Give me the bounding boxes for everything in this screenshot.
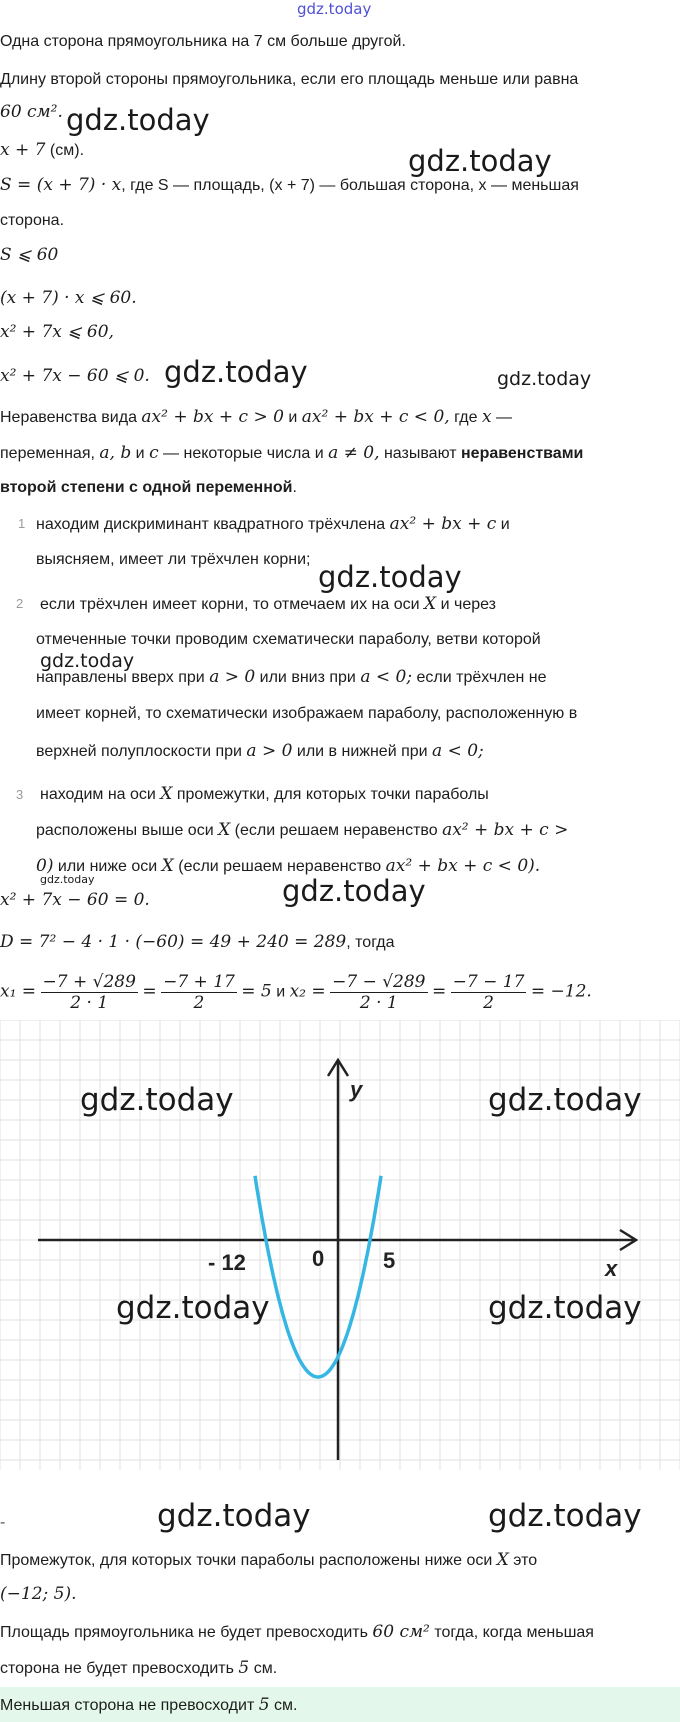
watermark: gdz.today: [488, 1082, 642, 1118]
tick-label-0: 0: [312, 1246, 325, 1271]
step-1-line-2: выясняем, имеет ли трёхчлен корни;: [36, 551, 311, 568]
answer-box: [0, 1687, 680, 1722]
watermark: gdz.today: [488, 1498, 642, 1534]
x1-fraction: $\frac{-7 + √289}{2 \cdot 1}$: [42, 972, 136, 1013]
problem-line-2: Длину второй стороны прямоугольника, если его площадь меньше или равна: [0, 71, 579, 88]
watermark: gdz.today: [66, 103, 210, 137]
side-expression: x + 7 (см).: [0, 140, 85, 160]
step-2-line-5: верхней полуплоскости при a > 0 или в нижней при a < 0;: [36, 741, 484, 761]
site-watermark-top: gdz.today: [297, 0, 372, 18]
x2-fraction: $\frac{-7 - √289}{2 \cdot 1}$: [332, 972, 426, 1013]
area-formula-line-2: сторона.: [0, 212, 65, 229]
conclusion-line-2: сторона не будет превосходить 5 см.: [0, 1658, 278, 1678]
roots-line: x₁ = $\frac{-7 + √289}{2 \cdot 1}$ = $\frac{-7 + 17}{2}$ = 5 и x₂ = $\frac{-7 - √289}{2 \cdot 1}$ = $\frac{-7 - 17}{2}$ = −12.: [0, 972, 592, 1013]
x2-fraction-2: $\frac{-7 - 17}{2}$: [452, 972, 525, 1013]
watermark: gdz.today: [282, 874, 426, 908]
watermark: gdz.today: [80, 1082, 234, 1118]
theory-intro: Неравенства вида ax² + bx + c > 0 и ax² + bx + c < 0, где x —: [0, 407, 512, 427]
step-3-line-1: находим на оси X промежутки, для которых точки параболы: [40, 784, 489, 804]
step-3-line-3: 0) или ниже оси X (если решаем неравенство ax² + bx + c < 0).: [36, 856, 541, 876]
x1-fraction-2: $\frac{-7 + 17}{2}$: [163, 972, 235, 1013]
watermark: gdz.today: [40, 873, 95, 886]
step-2-line-4: имеет корней, то схематически изображаем параболу, расположенную в: [36, 705, 578, 722]
step-3-line-2: расположены выше оси X (если решаем неравенство ax² + bx + c >: [36, 820, 569, 840]
quadratic-equation: x² + 7x − 60 = 0.: [0, 890, 150, 910]
x-axis-label: x: [605, 1256, 618, 1281]
step-2-line-2: отмеченные точки проводим схематически параболу, ветви которой: [36, 631, 541, 648]
step-2-line-1: если трёхчлен имеет корни, то отмечаем их на оси X и через: [40, 594, 496, 614]
interval-line: Промежуток, для которых точки параболы расположены ниже оси X это: [0, 1550, 538, 1570]
watermark: gdz.today: [408, 144, 552, 178]
tick-label-minus-12: - 12: [208, 1250, 246, 1275]
step-number-3: 3: [16, 787, 24, 802]
step-2-line-3: направлены вверх при a > 0 или вниз при a < 0; если трёхчлен не: [36, 667, 547, 687]
problem-line-1: Одна сторона прямоугольника на 7 см больше другой.: [0, 33, 406, 50]
interval-value: (−12; 5).: [0, 1584, 77, 1604]
watermark: gdz.today: [164, 355, 308, 389]
watermark: gdz.today: [116, 1290, 270, 1326]
parabola-curve: [255, 1176, 381, 1377]
conclusion-line-1: Площадь прямоугольника не будет превосходить 60 см² тогда, когда меньшая: [0, 1622, 594, 1642]
watermark: gdz.today: [497, 368, 592, 390]
theory-line-3: второй степени с одной переменной.: [0, 479, 297, 496]
discriminant-line: D = 7² − 4 · 1 · (−60) = 49 + 240 = 289, тогда: [0, 932, 395, 952]
inequality-4: x² + 7x − 60 ⩽ 0.: [0, 366, 150, 386]
stray-dash: -: [0, 1514, 6, 1531]
answer-text: Меньшая сторона не превосходит 5 см.: [0, 1695, 298, 1715]
theory-line-2: переменная, a, b и c — некоторые числа и a ≠ 0, называют неравенствами: [0, 443, 584, 463]
problem-line-3: 60 см².: [0, 102, 63, 122]
watermark: gdz.today: [318, 560, 462, 594]
y-axis-label: y: [350, 1077, 363, 1102]
inequality-1: S ⩽ 60: [0, 245, 59, 265]
inequality-3: x² + 7x ⩽ 60,: [0, 322, 114, 342]
watermark: gdz.today: [488, 1290, 642, 1326]
tick-label-5: 5: [383, 1248, 396, 1273]
watermark: gdz.today: [40, 650, 135, 672]
watermark: gdz.today: [157, 1498, 311, 1534]
step-number-1: 1: [18, 516, 26, 531]
step-1-line-1: находим дискриминант квадратного трёхчлена ax² + bx + c и: [36, 514, 510, 534]
inequality-2: (x + 7) · x ⩽ 60.: [0, 288, 137, 308]
area-formula-line: S = (x + 7) · x, где S — площадь, (x + 7) — большая сторона, x — меньшая: [0, 175, 579, 195]
step-number-2: 2: [16, 596, 24, 611]
